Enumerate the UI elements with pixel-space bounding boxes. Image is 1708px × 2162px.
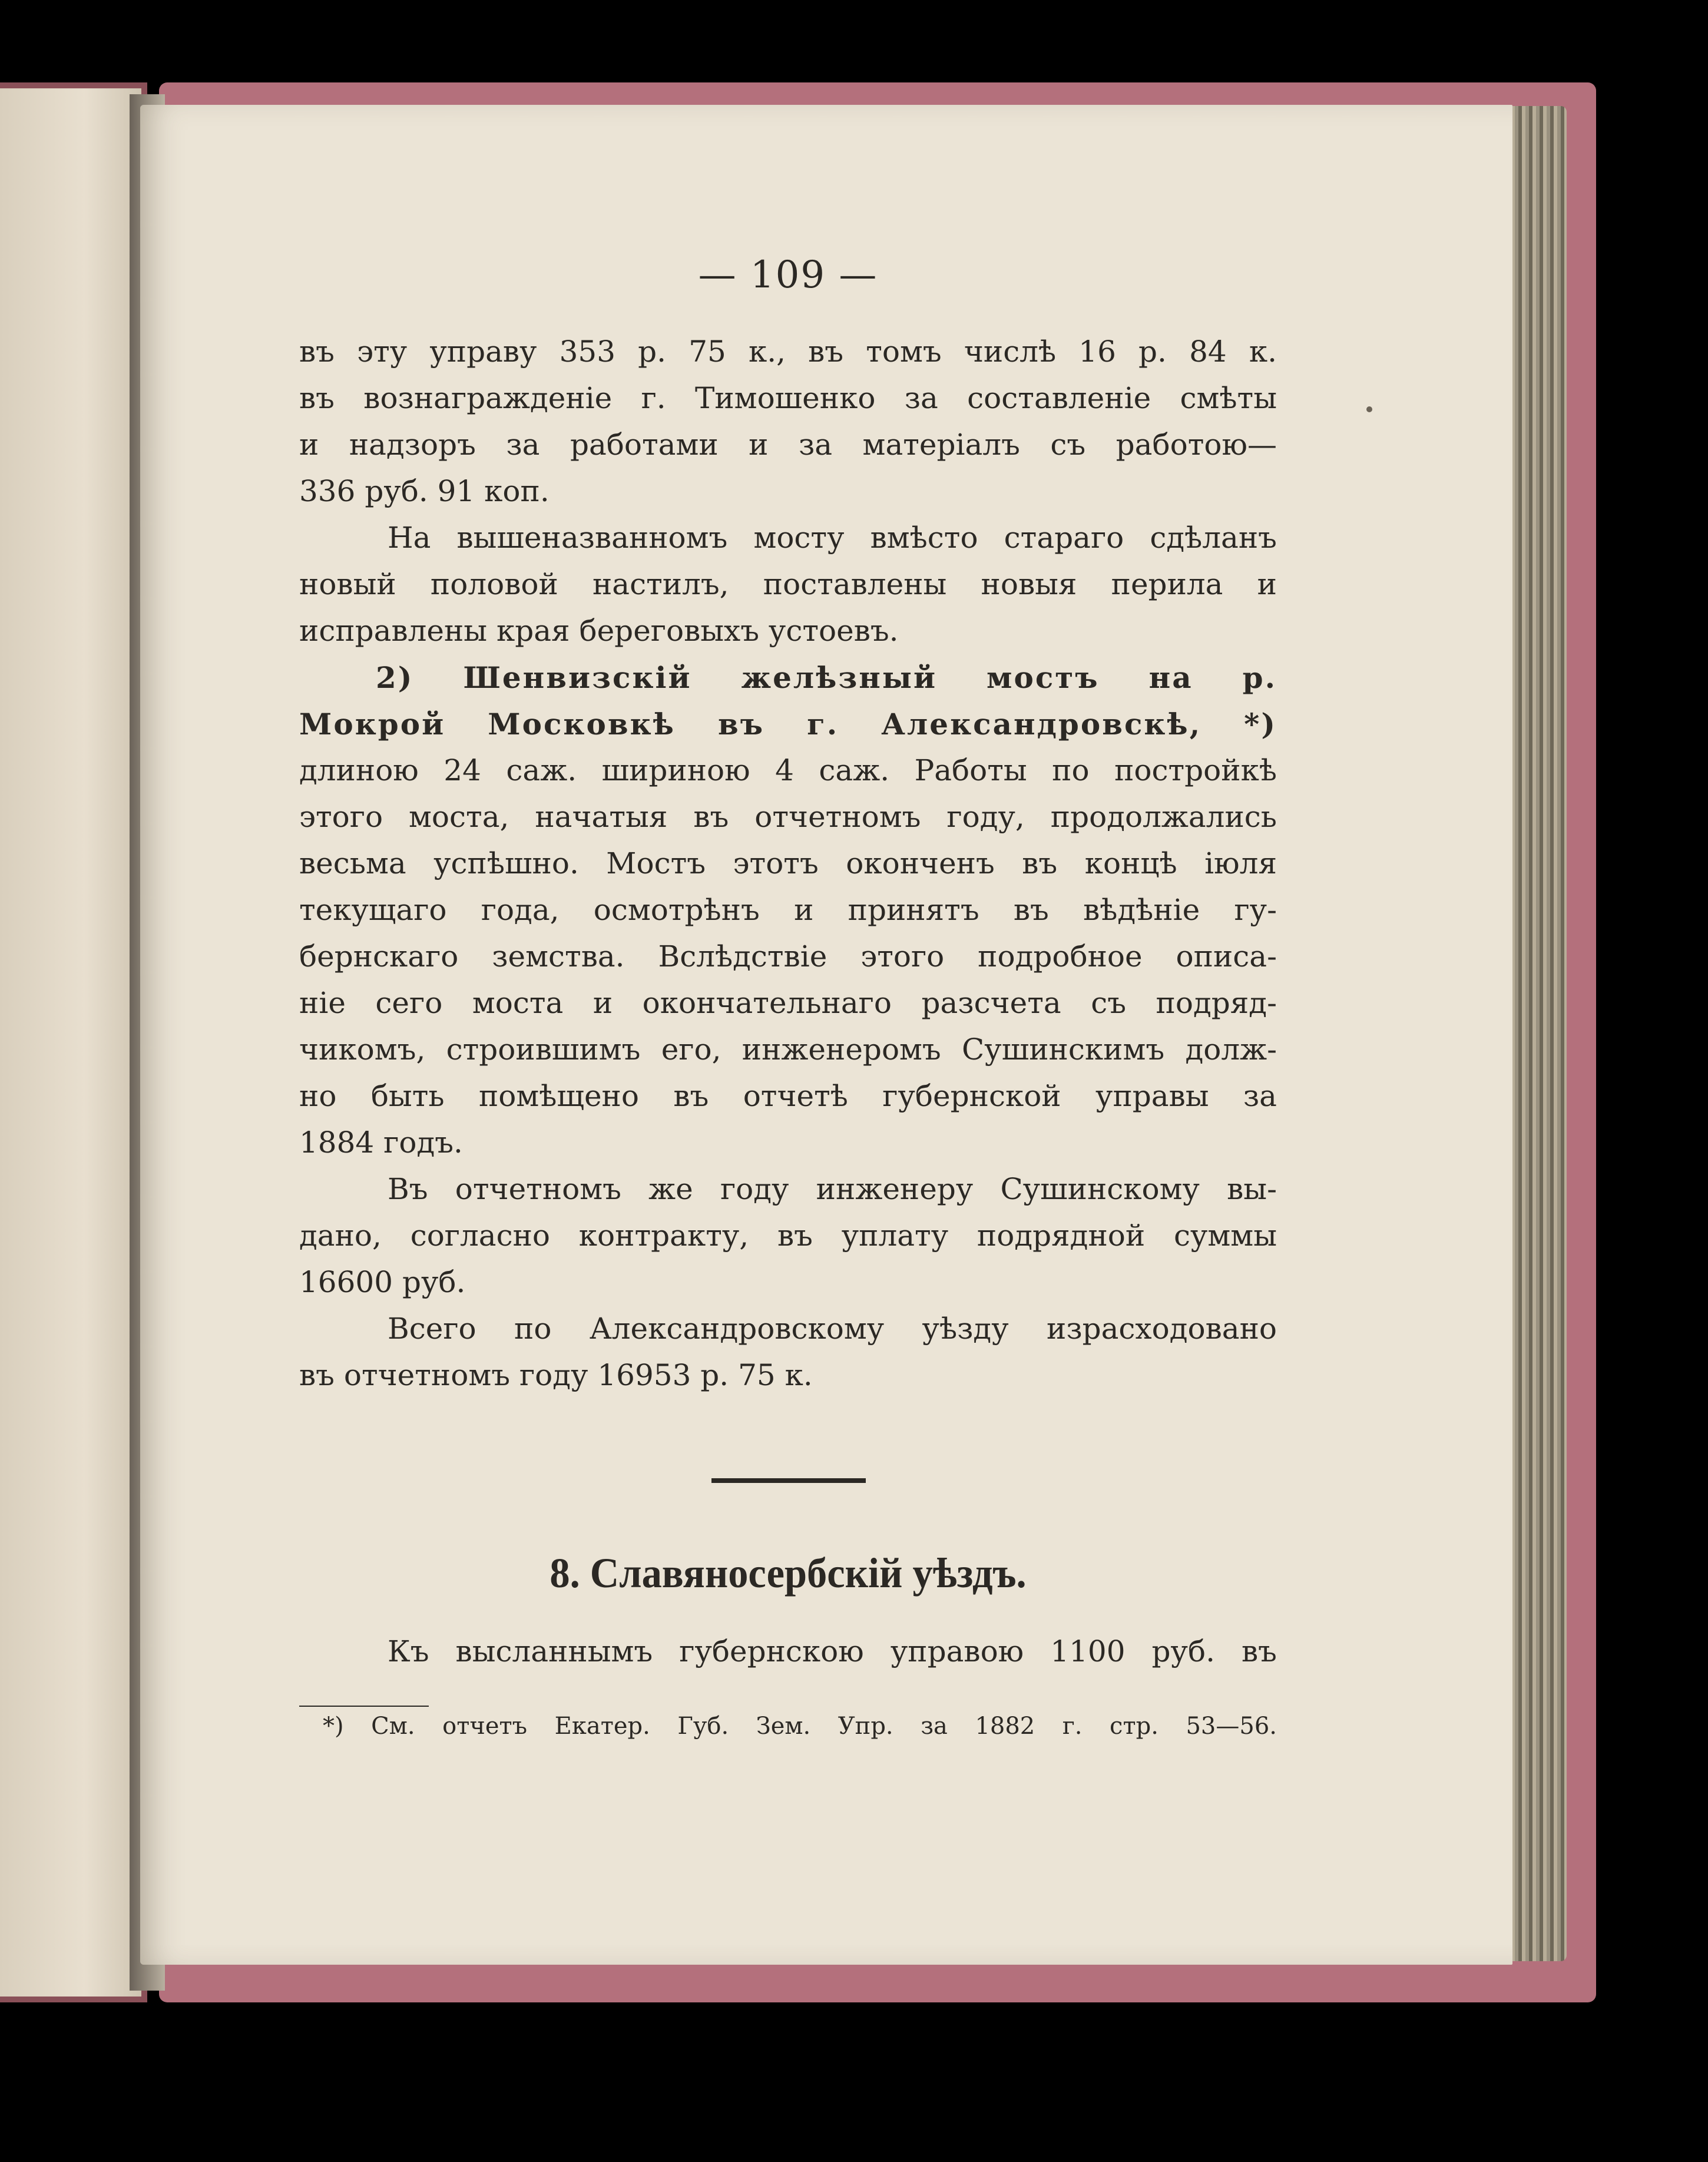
paragraph-5 [299,1306,1277,1399]
paragraph-3 [299,654,1277,1166]
text-line: но быть помѣщено въ отчетѣ губернской управы за [299,1079,1277,1113]
bold-heading-line: 2) Шенвизскій желѣзный мостъ на р. [376,660,1277,695]
text-line: ніе сего моста и окончательнаго разсчета съ подряд- [299,986,1277,1020]
section-heading: 8. Славяносербскій уѣздъ. [550,1550,1027,1597]
text-line: бернскаго земства. Вслѣдствіе этого подробное описа- [299,939,1277,974]
text-line: текущаго года, осмотрѣнъ и принятъ въ вѣдѣніе гу- [299,893,1277,927]
section-divider [711,1478,866,1483]
text-line: дано, согласно контракту, въ уплату подрядной суммы [299,1219,1277,1253]
section-first-paragraph [299,1628,1277,1675]
paragraph-4 [299,1166,1277,1306]
footnote-rule [299,1706,429,1707]
text-line: На вышеназванномъ мосту вмѣсто стараго сдѣланъ [388,521,1277,555]
text-line: въ отчетномъ году 16953 р. 75 к. [299,1358,813,1392]
text-line: Къ высланнымъ губернскою управою 1100 руб. въ [388,1634,1277,1668]
paragraph-1 [299,329,1277,515]
text-line: и надзоръ за работами и за матеріалъ съ работою— [299,428,1277,462]
bold-heading-line: Мокрой Московкѣ въ г. Александровскѣ, *) [299,707,1277,741]
text-line: исправлены края береговыхъ устоевъ. [299,614,899,648]
text-line: 16600 руб. [299,1265,466,1299]
paragraph-2 [299,515,1277,654]
text-line: весьма успѣшно. Мостъ этотъ оконченъ въ концѣ іюля [299,846,1277,880]
text-line: длиною 24 саж. шириною 4 саж. Работы по постройкѣ [299,753,1277,787]
text-line: новый половой настилъ, поставлены новыя перила и [299,567,1277,601]
footnote: *) См. отчетъ Екатер. Губ. Зем. Упр. за 1882 г. стр. 53—56. [323,1713,1277,1740]
text-line: въ вознагражденіе г. Тимошенко за составленіе смѣты [299,381,1277,415]
text-line: 336 руб. 91 коп. [299,474,550,508]
text-line: Всего по Александровскому уѣзду израсходовано [388,1312,1277,1346]
previous-page-edge [0,88,141,1997]
page-number: — 109 — [698,253,878,297]
text-line: въ эту управу 353 р. 75 к., въ томъ числѣ 16 р. 84 к. [299,335,1277,369]
text-line: этого моста, начатыя въ отчетномъ году, продолжались [299,800,1277,834]
text-line: чикомъ, строившимъ его, инженеромъ Сушинскимъ долж- [299,1032,1277,1067]
ink-speck [1366,406,1372,412]
text-line: Въ отчетномъ же году инженеру Сушинскому вы- [388,1172,1277,1206]
text-line: 1884 годъ. [299,1125,463,1160]
